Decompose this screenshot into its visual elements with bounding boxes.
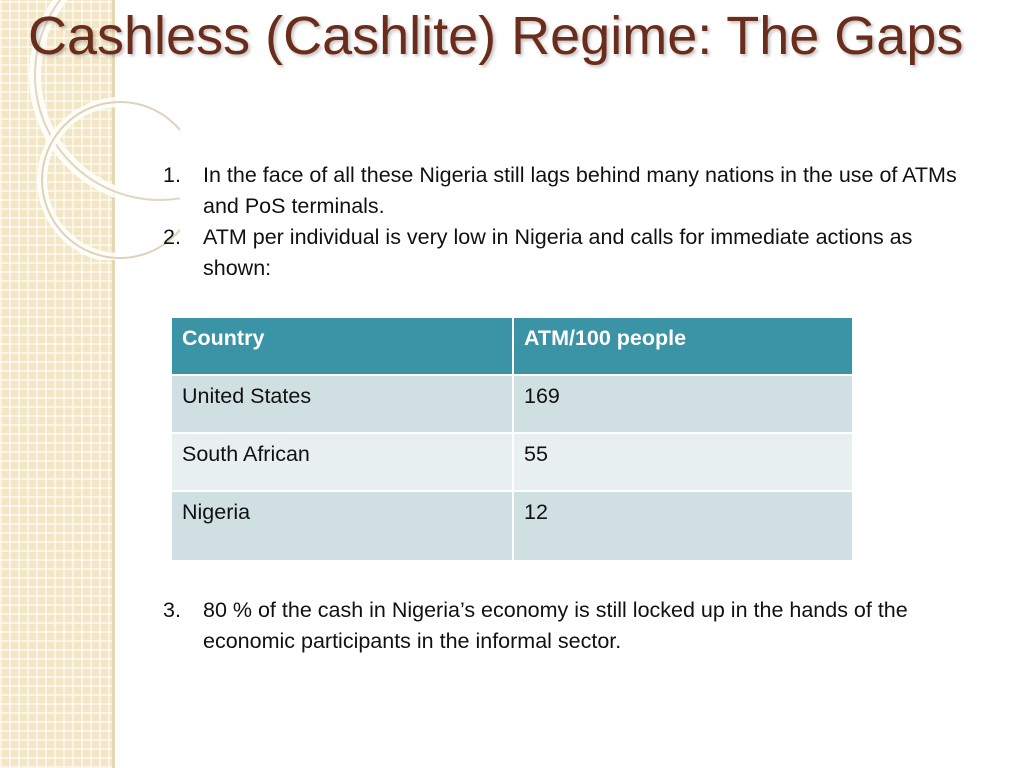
table-cell-atm: 55 xyxy=(513,433,853,491)
list-item-text: In the face of all these Nigeria still lags behind many nations in the use of ATMs and PoS terminals. xyxy=(203,163,957,218)
list-item-number: 1. xyxy=(163,163,181,187)
slide-title: Cashless (Cashlite) Regime: The Gaps xyxy=(28,6,964,66)
table-row xyxy=(171,433,853,491)
list-item-text: ATM per individual is very low in Nigeria and calls for immediate actions as shown: xyxy=(203,225,913,280)
table-cell-atm: 169 xyxy=(513,375,853,433)
table-cell-country: South African xyxy=(171,433,513,491)
table-row xyxy=(171,375,853,433)
table-cell-country: Nigeria xyxy=(171,491,513,561)
table-row xyxy=(171,491,853,561)
table-header-row xyxy=(171,317,853,375)
list-item xyxy=(163,222,978,284)
list-item xyxy=(163,160,978,222)
table-cell-atm: 12 xyxy=(513,491,853,561)
list-item xyxy=(163,595,978,657)
table-cell-country: United States xyxy=(171,375,513,433)
list-item-text: 80 % of the cash in Nigeria’s economy is still locked up in the hands of the economic participants in the informal sector. xyxy=(203,598,908,653)
list-item-number: 3. xyxy=(163,598,181,622)
atm-comparison-table xyxy=(170,316,854,562)
list-item-number: 2. xyxy=(163,225,181,249)
column-header-atm: ATM/100 people xyxy=(513,317,853,375)
column-header-country: Country xyxy=(171,317,513,375)
